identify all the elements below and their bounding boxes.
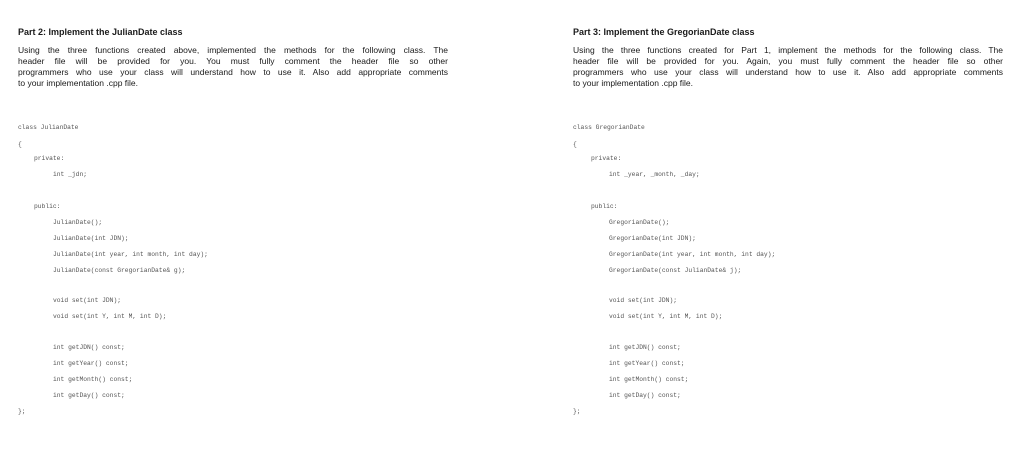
code-line: class JulianDate xyxy=(18,124,79,131)
code-line: private: xyxy=(34,155,65,162)
code-line: GregorianDate(const JulianDate& j); xyxy=(609,267,742,274)
paragraph-line: header file will be provided for you. Again, you must fully comment the header file so other xyxy=(573,56,1003,66)
code-line: int getMonth() const; xyxy=(609,376,689,383)
code-line: int getYear() const; xyxy=(53,360,129,367)
code-line: private: xyxy=(591,155,622,162)
paragraph-line: header file will be provided for you. You must fully comment the header file so other xyxy=(18,56,448,66)
code-line: class GregorianDate xyxy=(573,124,645,131)
code-line: int getJDN() const; xyxy=(609,344,681,351)
paragraph-line: programmers who use your class will understand how to use it. Also add appropriate comments xyxy=(18,67,448,77)
part2-heading: Part 2: Implement the JulianDate class xyxy=(18,27,183,37)
code-line: int getJDN() const; xyxy=(53,344,125,351)
code-line: JulianDate(const GregorianDate& g); xyxy=(53,267,186,274)
code-line: void set(int Y, int M, int D); xyxy=(609,313,723,320)
code-line: GregorianDate(); xyxy=(609,219,670,226)
code-line: void set(int JDN); xyxy=(53,297,122,304)
code-line: int getMonth() const; xyxy=(53,376,133,383)
code-line: int getDay() const; xyxy=(53,392,125,399)
code-line: int _jdn; xyxy=(53,171,88,178)
gregorian-code-block xyxy=(573,0,1003,454)
paragraph-line: Using the three functions created above, implemented the methods for the following class. The xyxy=(18,45,448,55)
part3-section xyxy=(573,0,1003,454)
code-line: void set(int JDN); xyxy=(609,297,678,304)
code-line: JulianDate(); xyxy=(53,219,103,226)
code-line: GregorianDate(int year, int month, int day); xyxy=(609,251,776,258)
paragraph-line: to your implementation .cpp file. xyxy=(573,78,694,88)
code-line: public: xyxy=(34,203,61,210)
code-line: int _year, _month, _day; xyxy=(609,171,700,178)
code-line: JulianDate(int JDN); xyxy=(53,235,129,242)
code-line: { xyxy=(18,141,22,148)
code-line: int getYear() const; xyxy=(609,360,685,367)
code-line: }; xyxy=(573,408,581,415)
part2-section xyxy=(18,0,448,454)
paragraph-line: programmers who use your class will understand how to use it. Also add appropriate comments xyxy=(573,67,1003,77)
paragraph-line: to your implementation .cpp file. xyxy=(18,78,139,88)
code-line: JulianDate(int year, int month, int day); xyxy=(53,251,208,258)
code-line: void set(int Y, int M, int D); xyxy=(53,313,167,320)
paragraph-line: Using the three functions created for Part 1, implement the methods for the following class. The xyxy=(573,45,1003,55)
code-line: int getDay() const; xyxy=(609,392,681,399)
code-line: GregorianDate(int JDN); xyxy=(609,235,696,242)
code-line: public: xyxy=(591,203,618,210)
part3-heading: Part 3: Implement the GregorianDate class xyxy=(573,27,755,37)
julian-code-block xyxy=(18,0,448,454)
code-line: { xyxy=(573,141,577,148)
code-line: }; xyxy=(18,408,26,415)
